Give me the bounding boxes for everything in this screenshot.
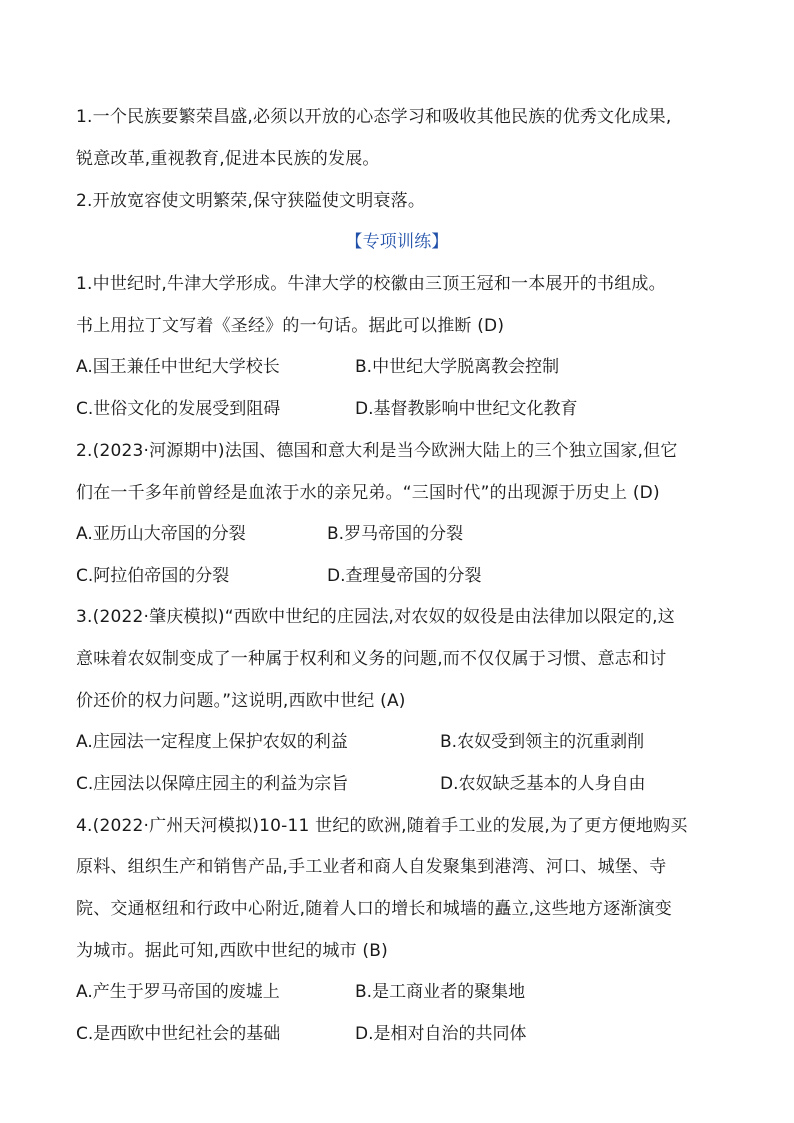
question-stem: 价还价的权力问题。”这说明,西欧中世纪 (A) bbox=[76, 691, 406, 711]
summary-line: 2.开放宽容使文明繁荣,保守狭隘使文明衰落。 bbox=[76, 191, 426, 211]
option-d: D.农奴缺乏基本的人身自由 bbox=[440, 774, 646, 794]
option-a: A.国王兼任中世纪大学校长 bbox=[76, 357, 280, 377]
question-stem: 1.中世纪时,牛津大学形成。牛津大学的校徽由三顶王冠和一本展开的书组成。 bbox=[76, 274, 666, 294]
option-c: C.阿拉伯帝国的分裂 bbox=[76, 566, 230, 586]
option-b: B.罗马帝国的分裂 bbox=[327, 524, 464, 544]
section-title: 【专项训练】 bbox=[345, 232, 449, 252]
option-b: B.农奴受到领主的沉重剥削 bbox=[440, 732, 645, 752]
question-stem: 们在一千多年前曾经是血浓于水的亲兄弟。“三国时代”的出现源于历史上 (D) bbox=[76, 483, 660, 503]
option-c: C.庄园法以保障庄园主的利益为宗旨 bbox=[76, 774, 349, 794]
option-d: D.查理曼帝国的分裂 bbox=[327, 566, 482, 586]
option-c: C.是西欧中世纪社会的基础 bbox=[76, 1024, 281, 1044]
summary-line: 1.一个民族要繁荣昌盛,必须以开放的心态学习和吸收其他民族的优秀文化成果, bbox=[76, 107, 672, 127]
question-stem: 院、交通枢纽和行政中心附近,随着人口的增长和城墙的矗立,这些地方逐渐演变 bbox=[76, 899, 673, 919]
summary-line: 锐意改革,重视教育,促进本民族的发展。 bbox=[76, 149, 380, 169]
option-c: C.世俗文化的发展受到阻碍 bbox=[76, 399, 281, 419]
question-stem: 2.(2023·河源期中)法国、德国和意大利是当今欧洲大陆上的三个独立国家,但它 bbox=[76, 441, 678, 461]
option-d: D.基督教影响中世纪文化教育 bbox=[355, 399, 578, 419]
option-a: A.产生于罗马帝国的废墟上 bbox=[76, 982, 280, 1002]
option-b: B.是工商业者的聚集地 bbox=[355, 982, 526, 1002]
question-stem: 书上用拉丁文写着《圣经》的一句话。据此可以推断 (D) bbox=[76, 316, 505, 336]
question-stem: 4.(2022·广州天河模拟)10-11 世纪的欧洲,随着手工业的发展,为了更方便地购买 bbox=[76, 816, 688, 836]
option-d: D.是相对自治的共同体 bbox=[355, 1024, 527, 1044]
option-a: A.亚历山大帝国的分裂 bbox=[76, 524, 246, 544]
question-stem: 意味着农奴制变成了一种属于权利和义务的问题,而不仅仅属于习惯、意志和讨 bbox=[76, 649, 667, 669]
question-stem: 原料、组织生产和销售产品,手工业者和商人自发聚集到港湾、河口、城堡、寺 bbox=[76, 857, 667, 877]
question-stem: 3.(2022·肇庆模拟)“西欧中世纪的庄园法,对农奴的奴役是由法律加以限定的,这 bbox=[76, 607, 675, 627]
question-stem: 为城市。据此可知,西欧中世纪的城市 (B) bbox=[76, 941, 388, 961]
option-a: A.庄园法一定程度上保护农奴的利益 bbox=[76, 732, 348, 752]
option-b: B.中世纪大学脱离教会控制 bbox=[355, 357, 560, 377]
